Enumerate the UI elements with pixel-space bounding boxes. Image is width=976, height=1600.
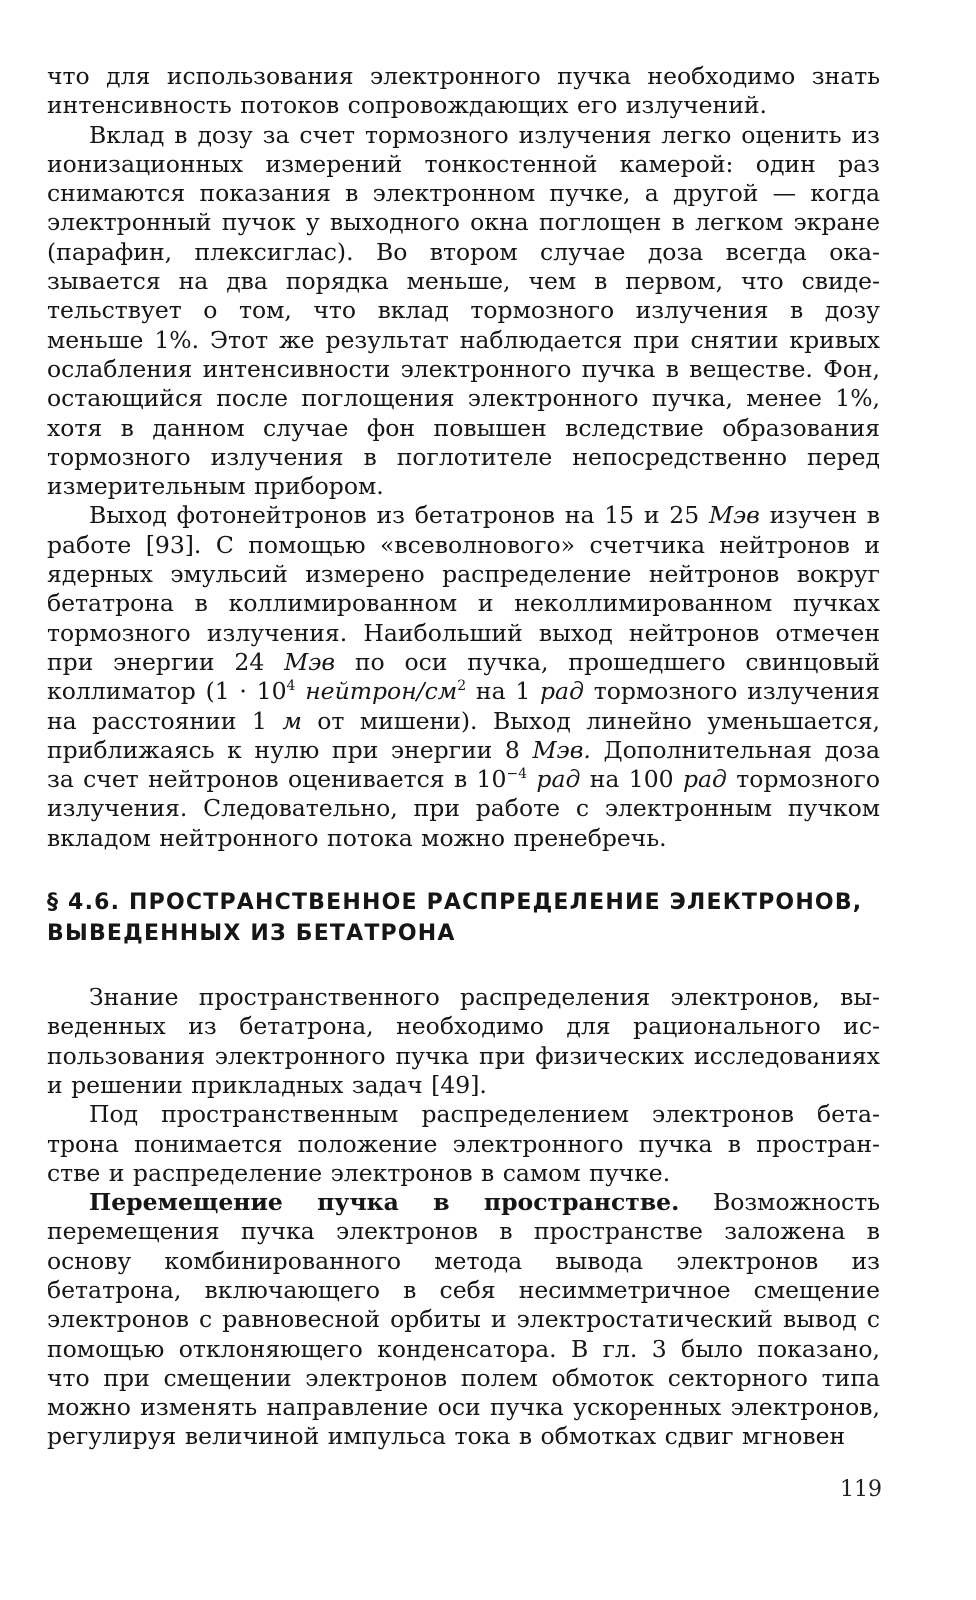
text-run: на 100 (580, 765, 683, 794)
run-in-heading: Перемещение пучка в пространстве. (89, 1188, 680, 1217)
section-heading (47, 887, 880, 949)
unit-rad: рад (527, 765, 581, 794)
paragraph-spatial-distribution-definition: Под пространственным распределением электронов бетатрона понимается положение электронного пучка в пространстве и распределение электронов в самом пучке. (47, 1100, 880, 1187)
paragraph-spatial-distribution-intro: Знание пространственного распределения электронов, выведенных из бетатрона, необходимо для рационального использования электронного пучка при физических исследованиях и решении прикладных задач [49]. (47, 983, 880, 1099)
paragraph-continuation: что для использования электронного пучка необходимо знать интенсивность потоков сопровождающих его излучений. (47, 62, 880, 120)
superscript: −4 (506, 766, 528, 783)
unit-neutron-per-cm: нейтрон/см (295, 677, 458, 706)
superscript: 4 (286, 678, 296, 695)
text-run: на 1 (466, 677, 541, 706)
text-run: по оси пучка, прошедшего свинцовый коллиматор (1 · 10 (47, 647, 880, 706)
section-heading-line: ВЫВЕДЕННЫХ ИЗ БЕТАТРОНА (47, 921, 456, 947)
unit-rad: рад (540, 677, 584, 706)
text-run: Возможность перемещения пучка электронов в пространстве заложена в основу комбинированного метода вывода электронов из бетатрона, включающего в себя несимметричное смещение электронов с равновесной орбиты и электростатический вывод с помощью отклоняющего конденсатора. В гл. 3 было показано, что при смещении электронов полем обмоток секторного типа можно изменять направление оси пучка ускоренных электронов, регулируя величиной импульса тока в обмотках сдвиг мгновен (47, 1188, 880, 1451)
unit-mev: Мэв (284, 647, 336, 676)
text-run: тормозного излучения на расстоянии 1 (47, 677, 880, 735)
superscript: 2 (457, 678, 467, 695)
paragraph-bremsstrahlung-dose: Вклад в дозу за счет тормозного излучения легко оценить из ионизационных измерений тонкостенной камерой: один раз снимаются показания в электронном пучке, а другой — когда электронный пучок у выходного окна поглощен в легком экране (парафин, плексиглас). Во втором случае доза всегда оказывается на два порядка меньше, чем в первом, что свидетельствует о том, что вклад тормозного излучения в дозу меньше 1%. Этот же результат наблюдается при снятии кривых ослабления интенсивности электронного пучка в веществе. Фон, остающийся после поглощения электронного пучка, менее 1%, хотя в данном случае фон повышен вследствие образования тормозного излучения в поглотителе непосредственно перед измерительным прибором. (47, 120, 880, 501)
text-run: тормозного излучения. Следовательно, при работе с электронным пучком вкладом нейтронного потока можно пренебречь. (47, 765, 880, 852)
text-run: от мишени). Выход линейно уменьшается, приближаясь к нулю при энергии 8 (47, 706, 881, 764)
unit-rad: рад (682, 765, 727, 794)
unit-mev: Мэв (708, 501, 760, 530)
unit-meter: м (282, 706, 302, 735)
paragraph-beam-displacement (47, 1188, 880, 1452)
page-number: 119 (840, 1477, 882, 1502)
text-run: Дополнительная доза за счет нейтронов оценивается в 10 (47, 735, 880, 794)
text-run: изучен в работе [93]. С помощью «всеволнового» счетчика нейтронов и ядерных эмульсий измерено распределение нейтронов вокруг бетатрона в коллимированном и неколлимированном пучках тормозного излучения. Наибольший выход нейтронов отмечен при энергии 24 (47, 501, 880, 676)
unit-mev: Мэв. (532, 735, 591, 764)
section-heading-line: § 4.6. ПРОСТРАНСТВЕННОЕ РАСПРЕДЕЛЕНИЕ ЭЛЕКТРОНОВ, (47, 890, 863, 916)
text-run: Выход фотонейтронов из бетатронов на 15 и 25 (89, 501, 709, 530)
paragraph-photoneutrons (47, 501, 880, 853)
